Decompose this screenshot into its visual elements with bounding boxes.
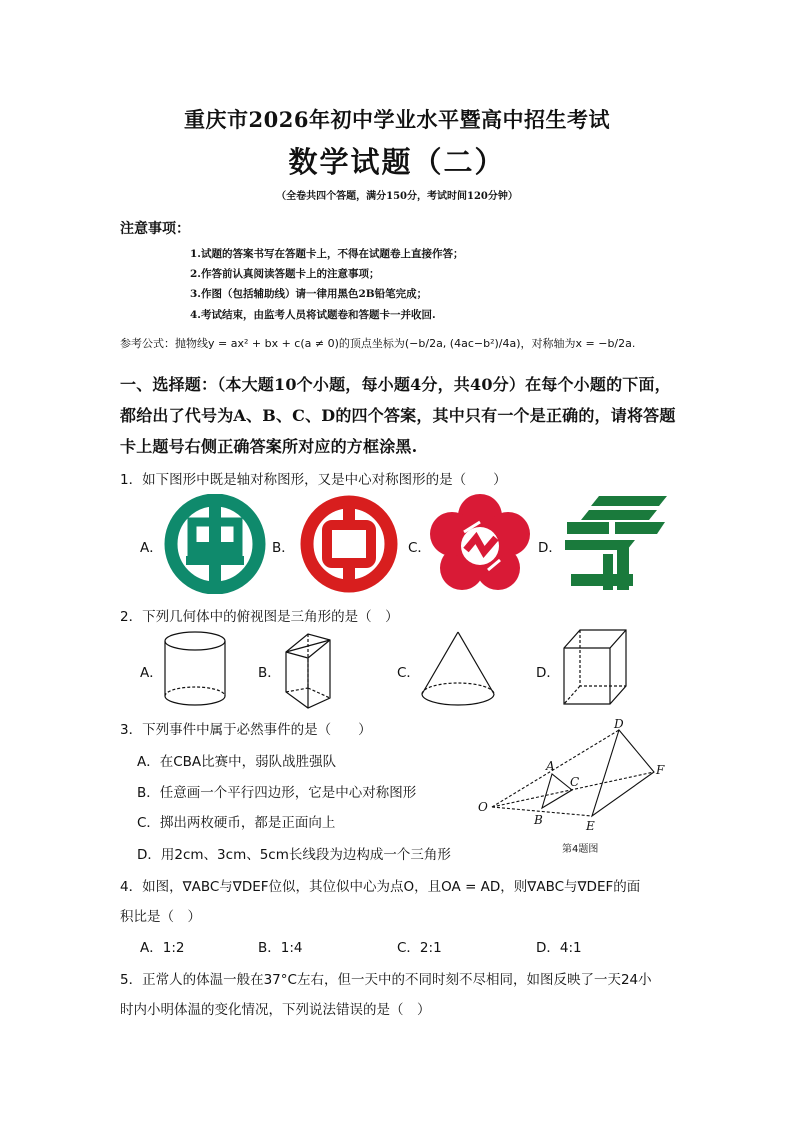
point-label-o: O xyxy=(478,800,488,814)
q3-option-b: B．任意画一个平行四边形，它是中心对称图形 xyxy=(137,785,417,801)
question-2-stem: 2．下列几何体中的俯视图是三角形的是（ ） xyxy=(120,609,399,625)
section-heading-line: 都给出了代号为A、B、C、D的四个答案，其中只有一个是正确的，请将答题 xyxy=(120,406,676,425)
question-1-stem: 1．如下图形中既是轴对称图形，又是中心对称图形的是（ ） xyxy=(120,472,507,488)
question-4-line2: 积比是（ ） xyxy=(120,909,201,925)
section-heading-line: 一、选择题：（本大题10个小题，每小题4分，共40分）在每个小题的下面， xyxy=(120,375,671,394)
q4-option-d: D．4:1 xyxy=(536,940,582,956)
q1-option-label-c: C． xyxy=(408,540,431,556)
q3-option-c: C．掷出两枚硬币，都是正面向上 xyxy=(137,815,336,831)
cone-icon xyxy=(418,628,498,712)
notice-item: 1.试题的答案书写在答题卡上，不得在试题卷上直接作答； xyxy=(190,248,464,260)
reference-formula: 参考公式：抛物线y = ax² + bx + c(a ≠ 0)的顶点坐标为(−b/2a, (4ac−b²)/4a)，对称轴为x = −b/2a. xyxy=(120,337,636,350)
prism-icon xyxy=(278,630,348,712)
question-3-stem: 3．下列事件中属于必然事件的是（ ） xyxy=(120,722,372,738)
exam-subject: 数学试题（二） xyxy=(288,145,506,179)
question-4-line1: 4．如图，∇ABC与∇DEF位似，其位似中心为点O，且OA = AD，则∇ABC与∇DEF的面 xyxy=(120,879,641,895)
cylinder-icon xyxy=(160,630,230,710)
notice-item: 4.考试结束，由监考人员将试题卷和答题卡一并收回. xyxy=(190,309,436,321)
q3-option-d: D．用2cm、3cm、5cm长线段为边构成一个三角形 xyxy=(137,847,451,863)
question-5-line1: 5．正常人的体温一般在37°C左右，但一天中的不同时刻不尽相同，如图反映了一天24小 xyxy=(120,972,652,988)
point-label-a: A xyxy=(546,759,555,773)
q2-option-label-d: D． xyxy=(536,665,560,681)
notice-item: 2.作答前认真阅读答题卡上的注意事项； xyxy=(190,268,380,280)
q2-option-label-b: B． xyxy=(258,665,281,681)
q2-option-label-c: C． xyxy=(397,665,420,681)
q1-option-label-d: D． xyxy=(538,540,562,556)
q2-option-label-a: A． xyxy=(140,665,163,681)
q3-option-a: A．在CBA比赛中，弱队战胜强队 xyxy=(137,754,337,770)
exam-subtitle: （全卷共四个答题，满分150分，考试时间120分钟） xyxy=(276,191,518,202)
q4-option-b: B．1:4 xyxy=(258,940,303,956)
exam-title: 重庆市2026年初中学业水平暨高中招生考试 xyxy=(184,107,610,132)
point-label-d: D xyxy=(614,717,624,731)
bank-logo-c-icon xyxy=(430,494,530,594)
question-5-line2: 时内小明体温的变化情况，下列说法错误的是（ ） xyxy=(120,1002,431,1018)
notice-heading: 注意事项： xyxy=(120,221,190,237)
q4-option-a: A．1:2 xyxy=(140,940,185,956)
post-logo-d-icon xyxy=(563,494,669,592)
point-label-f: F xyxy=(656,763,665,777)
section-heading-line: 卡上题号右侧正确答案所对应的方框涂黑. xyxy=(120,437,418,456)
q1-option-label-a: A． xyxy=(140,540,163,556)
point-label-e: E xyxy=(586,819,595,833)
q4-option-c: C．2:1 xyxy=(397,940,442,956)
point-label-c: C xyxy=(570,775,580,789)
q1-option-label-b: B． xyxy=(272,540,295,556)
homothety-figure xyxy=(474,712,684,840)
point-label-b: B xyxy=(534,813,543,827)
cube-icon xyxy=(560,628,630,708)
notice-item: 3.作图（包括辅助线）请一律用黑色2B铅笔完成； xyxy=(190,288,428,300)
figure-4-caption: 第4题图 xyxy=(562,844,599,855)
bank-logo-a-icon xyxy=(162,494,268,594)
bank-logo-b-icon xyxy=(298,495,400,593)
